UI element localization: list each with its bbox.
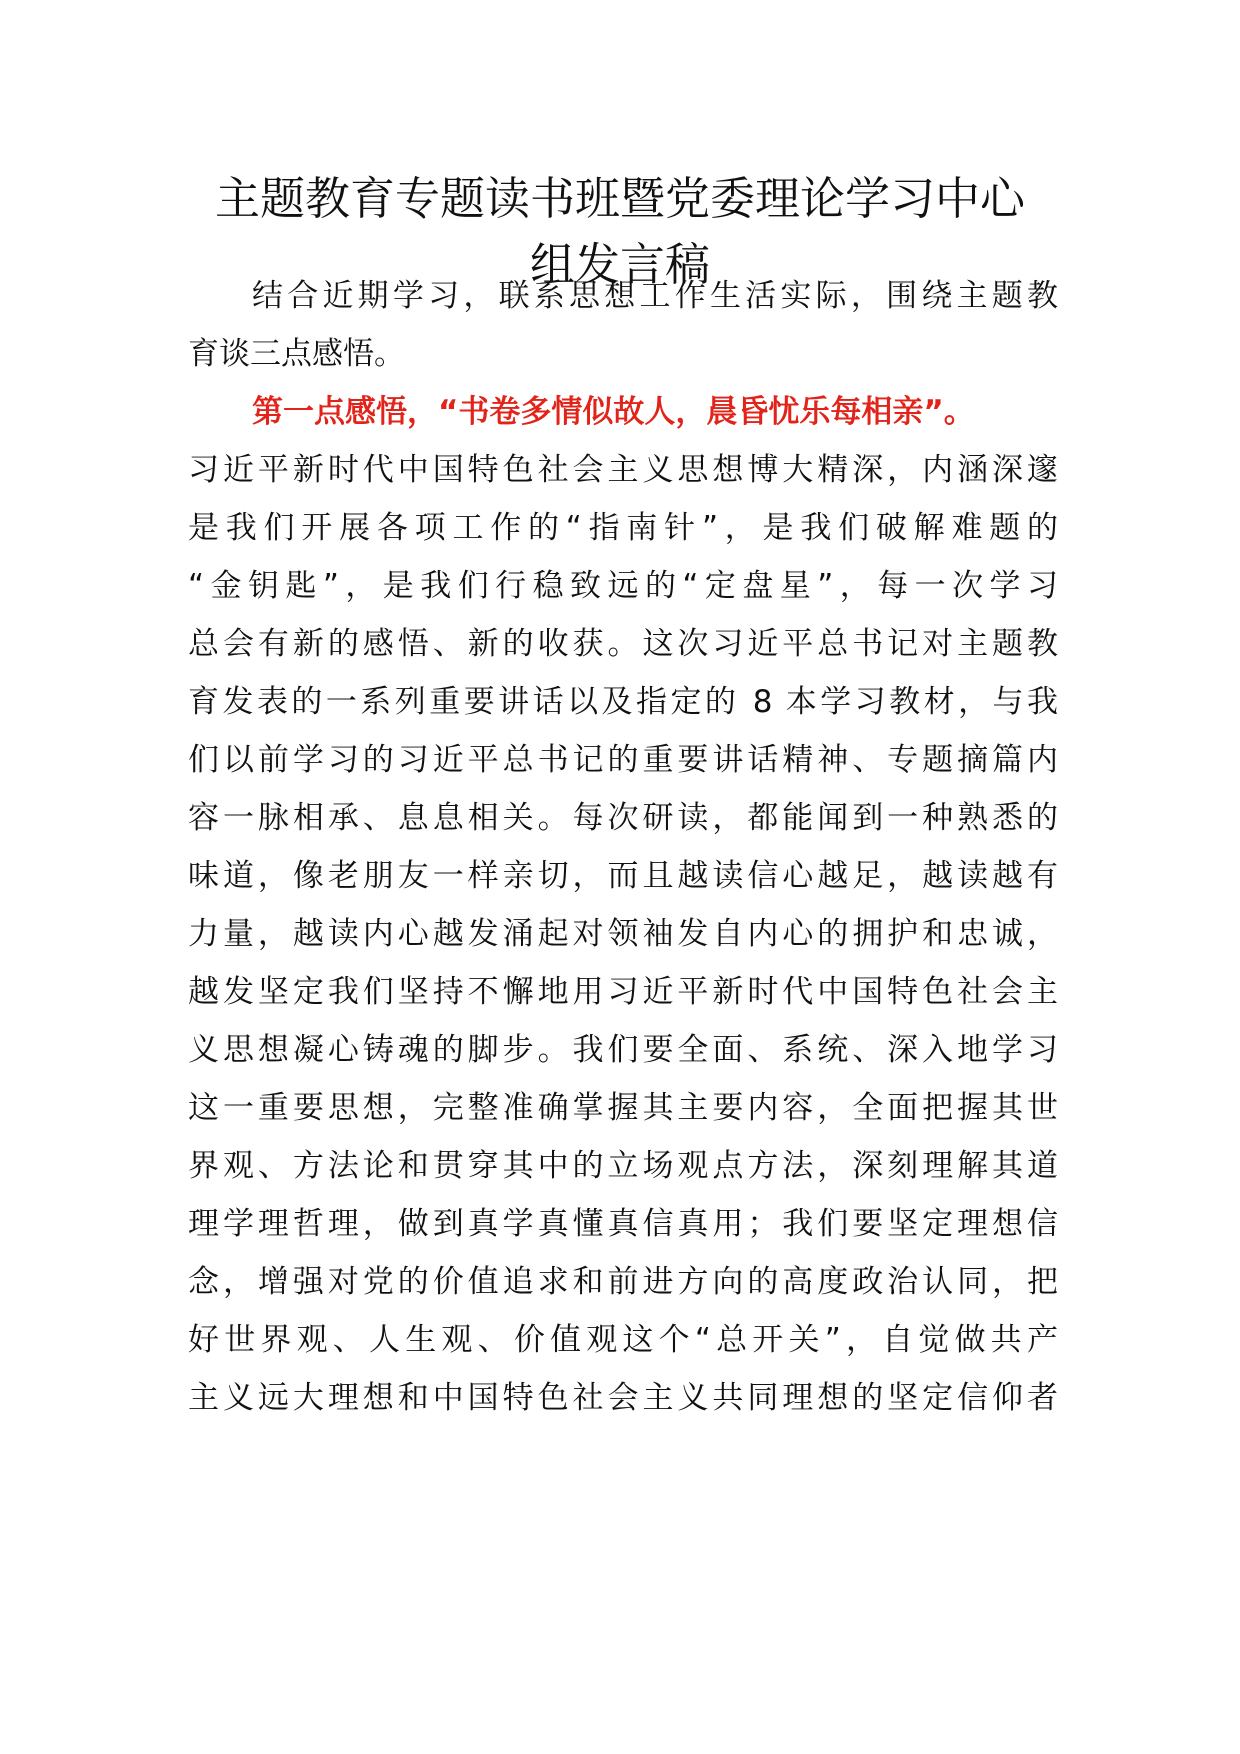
body-line: 理学理哲理，做到真学真懂真信真用；我们要坚定理想信 bbox=[188, 1206, 1058, 1242]
body-line: “金钥匙”，是我们行稳致远的“定盘星”，每一次学习 bbox=[188, 568, 1058, 604]
body-line: 义思想凝心铸魂的脚步。我们要全面、系统、深入地学习 bbox=[188, 1032, 1058, 1068]
body-line: 是我们开展各项工作的“指南针”，是我们破解难题的 bbox=[188, 510, 1058, 546]
body-line: 好世界观、人生观、价值观这个“总开关”，自觉做共产 bbox=[188, 1322, 1058, 1358]
body-line: 们以前学习的习近平总书记的重要讲话精神、专题摘篇内 bbox=[188, 742, 1058, 778]
section-heading: 第一点感悟，“书卷多情似故人，晨昏忧乐每相亲”。 bbox=[252, 394, 975, 430]
body-line: 念，增强对党的价值追求和前进方向的高度政治认同，把 bbox=[188, 1264, 1058, 1300]
body-line: 容一脉相承、息息相关。每次研读，都能闻到一种熟悉的 bbox=[188, 800, 1058, 836]
intro-line-1: 结合近期学习，联系思想工作生活实际，围绕主题教 bbox=[252, 278, 1058, 314]
body-line: 味道，像老朋友一样亲切，而且越读信心越足，越读越有 bbox=[188, 858, 1058, 894]
body-line: 越发坚定我们坚持不懈地用习近平新时代中国特色社会主 bbox=[188, 974, 1058, 1010]
body-line: 育发表的一系列重要讲话以及指定的 8 本学习教材，与我 bbox=[188, 684, 1058, 720]
body-line: 力量，越读内心越发涌起对领袖发自内心的拥护和忠诚， bbox=[188, 916, 1058, 952]
body-line: 界观、方法论和贯穿其中的立场观点方法，深刻理解其道 bbox=[188, 1148, 1058, 1184]
body-line: 主义远大理想和中国特色社会主义共同理想的坚定信仰者 bbox=[188, 1380, 1058, 1416]
body-line: 总会有新的感悟、新的收获。这次习近平总书记对主题教 bbox=[188, 626, 1058, 662]
document-title-line-1: 主题教育专题读书班暨党委理论学习中心 bbox=[214, 172, 1025, 225]
document-title-line-2: 组发言稿 bbox=[529, 238, 710, 291]
body-line: 这一重要思想，完整准确掌握其主要内容，全面把握其世 bbox=[188, 1090, 1058, 1126]
body-line: 习近平新时代中国特色社会主义思想博大精深，内涵深邃 bbox=[188, 452, 1058, 488]
intro-line-2: 育谈三点感悟。 bbox=[188, 336, 405, 372]
